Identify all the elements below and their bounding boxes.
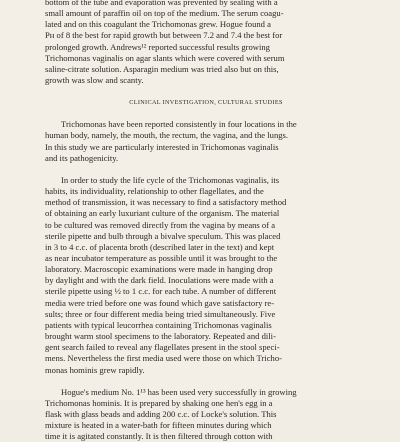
section-heading: CLINICAL INVESTIGATION, CULTURAL STUDIES — [129, 99, 283, 107]
text-line: monas hominis grew rapidly. — [45, 364, 145, 375]
spacer — [45, 376, 367, 387]
text-line: sterile pipette using ½ to 1 c.c. for each tube. A number of different — [45, 286, 277, 297]
text-line: habits, its individuality, relationship to other flagellates, and the — [45, 186, 264, 197]
text-line: Trichomonas hominis. It is prepared by shaking one hen's egg in a — [45, 397, 273, 408]
text-line: brought warm stool specimens to the laboratory. Repeated and dili- — [45, 331, 276, 342]
text-line: sterile pipette and bulb through a bivalve speculum. This was placed — [45, 230, 281, 241]
text-line: Hogue's medium No. 1¹³ has been used very successfully in growing — [61, 386, 297, 397]
text-line: laboratory. Macroscopic examinations were made in hanging drop — [45, 264, 273, 275]
text-line: flask with glass beads and adding 200 c.c. of Locke's solution. This — [45, 409, 277, 419]
text-line: method of transmission, it was necessary to find a satisfactory method — [45, 197, 287, 208]
text-line: In this study we are particularly interested in Trichomonas vaginalis — [45, 141, 279, 152]
text-line: In order to study the life cycle of the Trichomonas vaginalis, its — [61, 174, 280, 185]
text-line: saline-citrate solution. Asparagin medium was tried also but on this, — [45, 63, 279, 74]
paragraph-methods — [45, 175, 367, 376]
text-line: mixture is heated in a water-bath for fifteen minutes during which — [45, 420, 272, 431]
text-line: and its pathogenicity. — [45, 152, 119, 163]
spacer — [45, 86, 367, 97]
text-line: patients with typical leucorrhea containing Trichomonas vaginalis — [45, 319, 272, 330]
text-line: Trichomonas vaginalis on agar slants which were covered with serum — [45, 52, 285, 63]
text-line: prolonged growth. Andrews¹² reported successful results growing — [45, 41, 270, 52]
text-line: time it is agitated constantly. It is then filtered through cotton with — [45, 431, 273, 442]
text-line: small amount of paraffin oil on top of the medium. The serum coagu- — [45, 8, 284, 19]
text-line: gent search failed to reveal any flagellates present in the stool speci- — [45, 342, 280, 353]
text-line: human body, namely, the mouth, the rectum, the vagina, and the lungs. — [45, 130, 289, 141]
page-content — [45, 0, 367, 442]
paragraph-continuation — [45, 0, 367, 86]
text-line: sults; three or four different media being tried simultaneously. Five — [45, 308, 276, 319]
text-line: Pʜ of 8 the best for rapid growth but between 7.2 and 7.4 the best for — [45, 30, 283, 41]
text-line: media were tried before one was found which gave satisfactory re- — [45, 297, 275, 308]
paragraph-locations — [45, 119, 367, 164]
text-line: lated and on this coagulant the Trichomonas grew. Hogue found a — [45, 19, 271, 30]
spacer — [45, 164, 367, 175]
text-line: of obtaining an early luxuriant culture of the organism. The material — [45, 208, 280, 219]
text-line: Trichomonas have been reported consistently in four locations in the — [61, 119, 297, 130]
spacer — [45, 108, 367, 119]
text-line: in 3 to 4 c.c. of placenta broth (described later in the text) and kept — [45, 241, 275, 252]
text-line: growth was slow and scanty. — [45, 75, 144, 86]
text-line: as near incubator temperature as possible until it was brought to the — [45, 252, 278, 263]
text-line: by daylight and with the dark field. Inoculations were made with a — [45, 275, 274, 286]
paragraph-hogue-medium — [45, 387, 367, 442]
text-line: mens. Nevertheless the first media used were those on which Tricho- — [45, 353, 282, 364]
text-line: bottom of the tube and evaporation was prevented by sealing with a — [45, 0, 278, 7]
text-line: to be cultured was removed directly from the vagina by means of a — [45, 219, 276, 230]
